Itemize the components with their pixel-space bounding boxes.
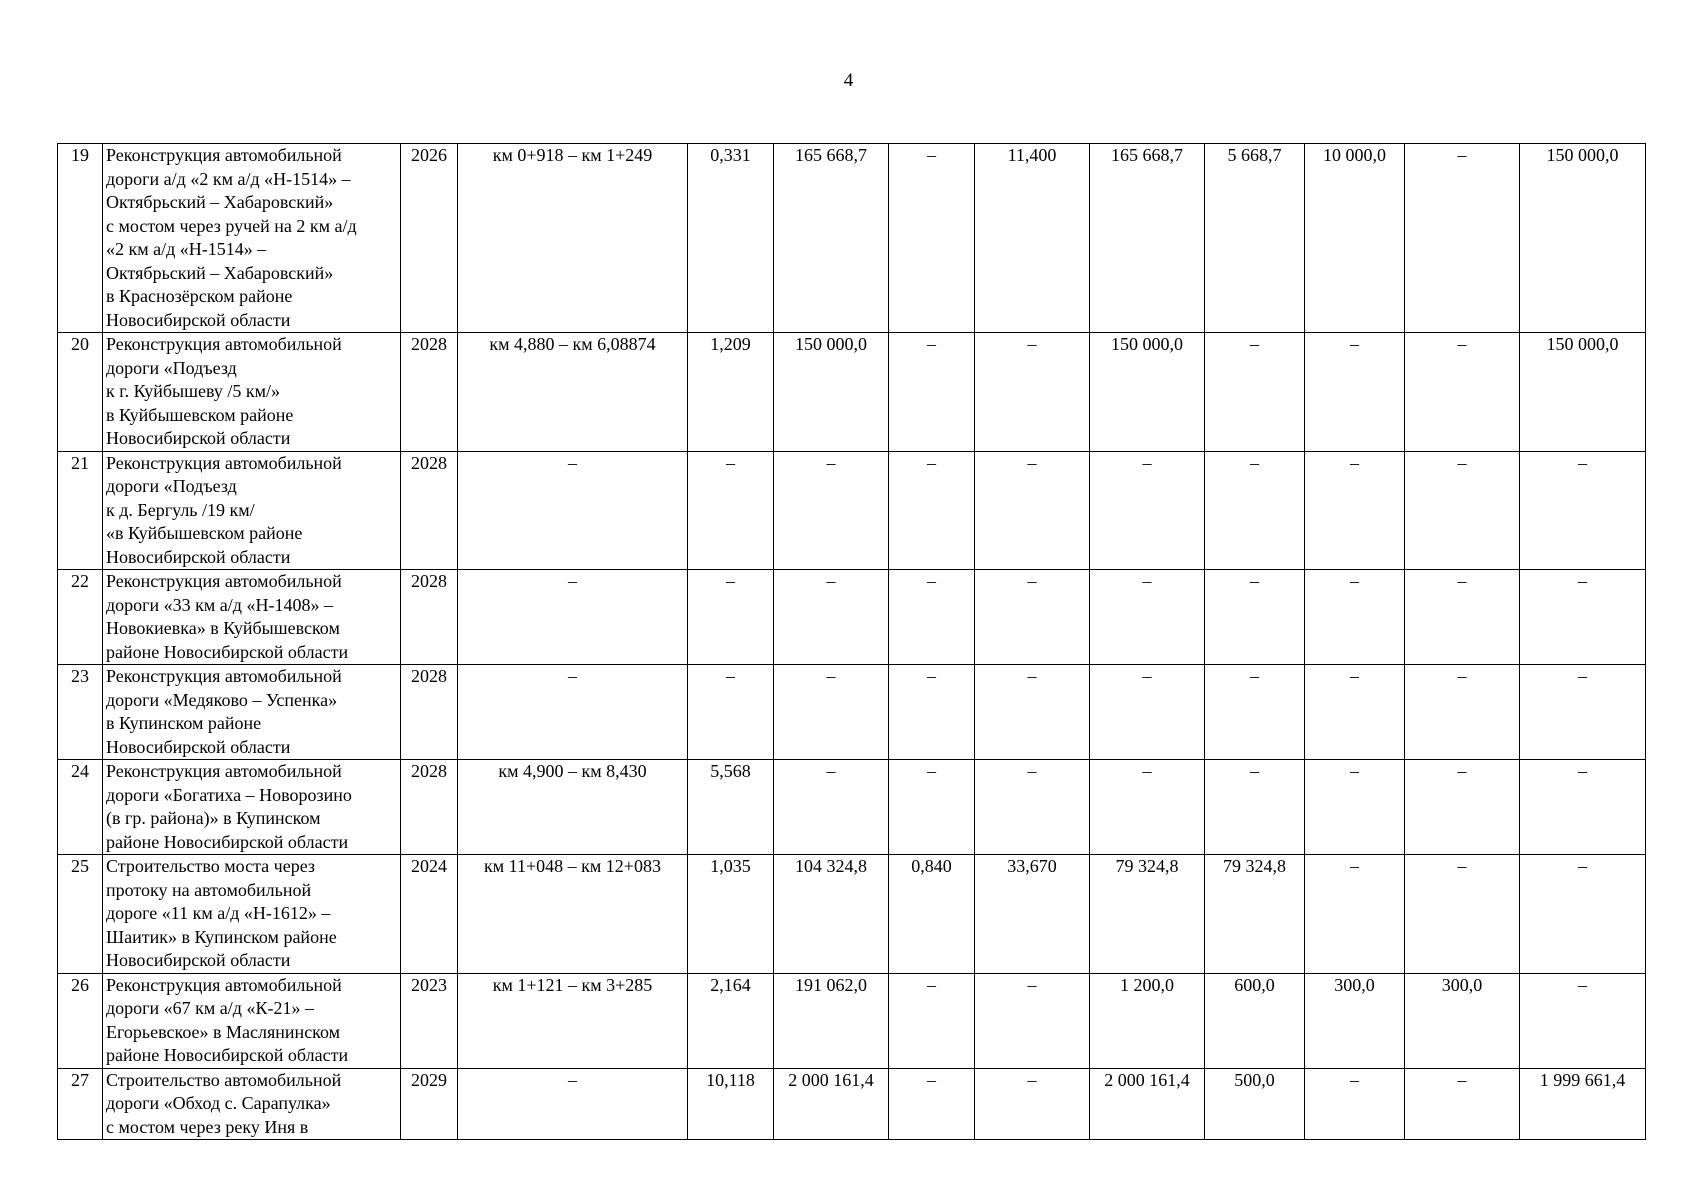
cell-funding-year-3: –: [1405, 451, 1520, 570]
cell-unit-cost: 33,670: [975, 855, 1090, 974]
cell-bridge-length: –: [889, 333, 975, 452]
cell-bridge-length: –: [889, 451, 975, 570]
cell-funding-year-1: –: [1205, 760, 1305, 855]
cell-object-name: Реконструкция автомобильной дороги «Богатиха – Новорозино (в гр. района)» в Купинском районе Новосибирской области: [103, 760, 401, 855]
cell-commission-year: 2028: [401, 665, 458, 760]
cell-row-number: 23: [58, 665, 103, 760]
cell-bridge-length: 0,840: [889, 855, 975, 974]
cell-funding-year-1: 79 324,8: [1205, 855, 1305, 974]
cell-km-range: км 4,880 – км 6,08874: [458, 333, 688, 452]
cell-funding-year-3: –: [1405, 1068, 1520, 1140]
cell-object-name: Строительство моста через протоку на автомобильной дороге «11 км а/д «Н-1612» – Шаитик» в Купинском районе Новосибирской области: [103, 855, 401, 974]
cell-length-km: 1,209: [688, 333, 774, 452]
table-row: [58, 665, 1646, 760]
cell-km-range: –: [458, 570, 688, 665]
cell-commission-year: 2029: [401, 1068, 458, 1140]
cell-funding-year-2: –: [1305, 760, 1405, 855]
cell-funding-year-1: 600,0: [1205, 973, 1305, 1068]
cell-estimated-cost: –: [774, 570, 889, 665]
cell-estimated-cost: 104 324,8: [774, 855, 889, 974]
cell-funding-year-1: –: [1205, 665, 1305, 760]
cell-unit-cost: –: [975, 1068, 1090, 1140]
cell-funding-year-2: –: [1305, 333, 1405, 452]
cell-row-number: 20: [58, 333, 103, 452]
cell-funding-year-1: –: [1205, 451, 1305, 570]
cell-object-name: Реконструкция автомобильной дороги «33 км а/д «Н-1408» – Новокиевка» в Куйбышевском районе Новосибирской области: [103, 570, 401, 665]
cell-bridge-length: –: [889, 665, 975, 760]
cell-funding-year-3: –: [1405, 760, 1520, 855]
cell-total-funding: 2 000 161,4: [1090, 1068, 1205, 1140]
cell-object-name: Реконструкция автомобильной дороги «67 км а/д «К-21» – Егорьевское» в Маслянинском районе Новосибирской области: [103, 973, 401, 1068]
cell-funding-year-2: –: [1305, 1068, 1405, 1140]
cell-funding-year-3: –: [1405, 144, 1520, 333]
cell-unit-cost: –: [975, 665, 1090, 760]
cell-funding-year-3: –: [1405, 333, 1520, 452]
cell-row-number: 25: [58, 855, 103, 974]
cell-km-range: км 4,900 – км 8,430: [458, 760, 688, 855]
table-row: [58, 451, 1646, 570]
cell-unit-cost: –: [975, 451, 1090, 570]
table-row: [58, 973, 1646, 1068]
cell-row-number: 24: [58, 760, 103, 855]
table-row: [58, 333, 1646, 452]
cell-funding-year-1: 500,0: [1205, 1068, 1305, 1140]
cell-total-funding: 165 668,7: [1090, 144, 1205, 333]
cell-estimated-cost: 150 000,0: [774, 333, 889, 452]
cell-km-range: –: [458, 665, 688, 760]
table-row: [58, 760, 1646, 855]
cell-total-funding: –: [1090, 570, 1205, 665]
cell-row-number: 22: [58, 570, 103, 665]
cell-row-number: 21: [58, 451, 103, 570]
cell-funding-year-4: 1 999 661,4: [1520, 1068, 1646, 1140]
cell-total-funding: –: [1090, 665, 1205, 760]
cell-funding-year-3: –: [1405, 570, 1520, 665]
cell-commission-year: 2026: [401, 144, 458, 333]
cell-length-km: –: [688, 665, 774, 760]
cell-row-number: 26: [58, 973, 103, 1068]
cell-estimated-cost: –: [774, 665, 889, 760]
cell-commission-year: 2028: [401, 760, 458, 855]
cell-km-range: км 0+918 – км 1+249: [458, 144, 688, 333]
table-row: [58, 1068, 1646, 1140]
cell-estimated-cost: 165 668,7: [774, 144, 889, 333]
cell-funding-year-2: 300,0: [1305, 973, 1405, 1068]
cell-bridge-length: –: [889, 570, 975, 665]
cell-bridge-length: –: [889, 760, 975, 855]
cell-commission-year: 2028: [401, 451, 458, 570]
table-row: [58, 570, 1646, 665]
cell-funding-year-1: –: [1205, 333, 1305, 452]
cell-object-name: Реконструкция автомобильной дороги «Медяково – Успенка» в Купинском районе Новосибирской области: [103, 665, 401, 760]
table-row: [58, 144, 1646, 333]
cell-total-funding: –: [1090, 451, 1205, 570]
cell-unit-cost: –: [975, 760, 1090, 855]
cell-commission-year: 2028: [401, 570, 458, 665]
cell-object-name: Реконструкция автомобильной дороги а/д «2 км а/д «Н-1514» – Октябрьский – Хабаровский» с мостом через ручей на 2 км а/д «2 км а/д «Н-1514» – Октябрьский – Хабаровский» в Краснозёрском районе Новосибирской области: [103, 144, 401, 333]
cell-km-range: –: [458, 451, 688, 570]
cell-estimated-cost: 191 062,0: [774, 973, 889, 1068]
cell-km-range: км 1+121 – км 3+285: [458, 973, 688, 1068]
cell-unit-cost: –: [975, 973, 1090, 1068]
cell-funding-year-4: –: [1520, 451, 1646, 570]
cell-unit-cost: 11,400: [975, 144, 1090, 333]
cell-object-name: Реконструкция автомобильной дороги «Подъезд к д. Бергуль /19 км/ «в Куйбышевском районе Новосибирской области: [103, 451, 401, 570]
cell-funding-year-4: –: [1520, 760, 1646, 855]
cell-length-km: 10,118: [688, 1068, 774, 1140]
cell-funding-year-1: 5 668,7: [1205, 144, 1305, 333]
table-body: [58, 144, 1646, 1140]
cell-row-number: 19: [58, 144, 103, 333]
cell-funding-year-4: –: [1520, 973, 1646, 1068]
cell-bridge-length: –: [889, 1068, 975, 1140]
cell-commission-year: 2023: [401, 973, 458, 1068]
cell-funding-year-4: –: [1520, 855, 1646, 974]
cell-funding-year-3: –: [1405, 855, 1520, 974]
cell-length-km: 1,035: [688, 855, 774, 974]
cell-length-km: 5,568: [688, 760, 774, 855]
cell-length-km: –: [688, 451, 774, 570]
cell-estimated-cost: –: [774, 760, 889, 855]
cell-funding-year-4: 150 000,0: [1520, 333, 1646, 452]
cell-funding-year-4: –: [1520, 665, 1646, 760]
cell-object-name: Строительство автомобильной дороги «Обход с. Сарапулка» с мостом через реку Иня в: [103, 1068, 401, 1140]
cell-total-funding: 1 200,0: [1090, 973, 1205, 1068]
cell-funding-year-2: –: [1305, 665, 1405, 760]
cell-commission-year: 2024: [401, 855, 458, 974]
cell-funding-year-1: –: [1205, 570, 1305, 665]
cell-length-km: 0,331: [688, 144, 774, 333]
cell-unit-cost: –: [975, 570, 1090, 665]
cell-funding-year-3: 300,0: [1405, 973, 1520, 1068]
cell-funding-year-2: 10 000,0: [1305, 144, 1405, 333]
cell-funding-year-4: 150 000,0: [1520, 144, 1646, 333]
cell-funding-year-4: –: [1520, 570, 1646, 665]
cell-row-number: 27: [58, 1068, 103, 1140]
cell-estimated-cost: 2 000 161,4: [774, 1068, 889, 1140]
table-row: [58, 855, 1646, 974]
cell-funding-year-2: –: [1305, 451, 1405, 570]
cell-total-funding: –: [1090, 760, 1205, 855]
cell-bridge-length: –: [889, 973, 975, 1068]
cell-funding-year-2: –: [1305, 570, 1405, 665]
cell-total-funding: 79 324,8: [1090, 855, 1205, 974]
cell-estimated-cost: –: [774, 451, 889, 570]
projects-table: [57, 143, 1646, 1140]
cell-bridge-length: –: [889, 144, 975, 333]
cell-funding-year-3: –: [1405, 665, 1520, 760]
cell-unit-cost: –: [975, 333, 1090, 452]
page-number: 4: [843, 70, 854, 91]
cell-funding-year-2: –: [1305, 855, 1405, 974]
cell-commission-year: 2028: [401, 333, 458, 452]
cell-km-range: –: [458, 1068, 688, 1140]
cell-length-km: 2,164: [688, 973, 774, 1068]
cell-length-km: –: [688, 570, 774, 665]
cell-total-funding: 150 000,0: [1090, 333, 1205, 452]
cell-km-range: км 11+048 – км 12+083: [458, 855, 688, 974]
cell-object-name: Реконструкция автомобильной дороги «Подъезд к г. Куйбышеву /5 км/» в Куйбышевском районе Новосибирской области: [103, 333, 401, 452]
